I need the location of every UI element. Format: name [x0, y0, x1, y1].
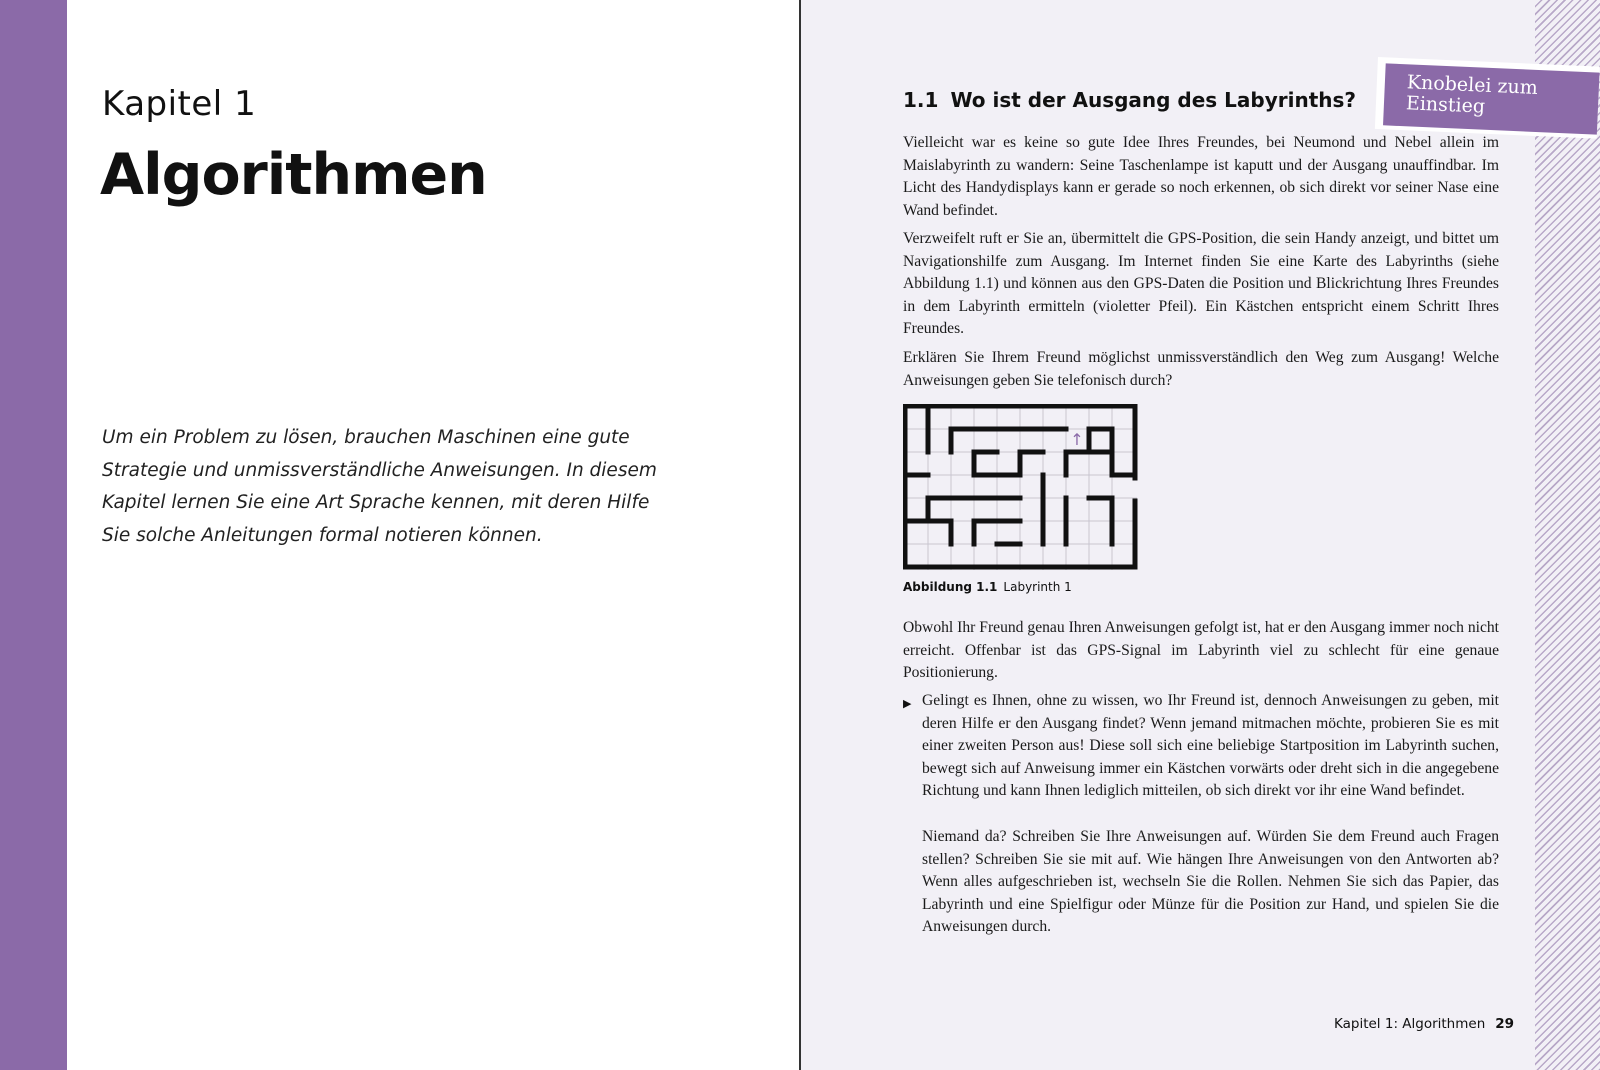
chapter-label: Kapitel 1	[102, 84, 257, 124]
figure-label: Abbildung 1.1	[903, 580, 998, 594]
badge-label	[1383, 63, 1600, 134]
footer-chapter: Kapitel 1: Algorithmen	[1334, 1016, 1486, 1032]
section-title: Wo ist der Ausgang des Labyrinths?	[950, 88, 1357, 112]
figure-caption	[903, 580, 1072, 594]
chapter-title: Algorithmen	[100, 142, 487, 208]
paragraph-3: Erklären Sie Ihrem Freund möglichst unmissverständlich den Weg zum Ausgang! Welche Anweisungen geben Sie telefonisch durch?	[903, 349, 1499, 389]
running-footer	[1334, 1016, 1514, 1032]
page-number: 29	[1495, 1016, 1515, 1032]
badge-line-2: Einstieg	[1405, 92, 1486, 118]
section-badge	[1375, 57, 1600, 139]
friend-position-arrow: ↑	[1070, 430, 1084, 449]
margin-hatch	[1535, 0, 1600, 1070]
badge-line-1: Knobelei zum	[1406, 71, 1539, 99]
section-number: 1.1	[903, 88, 939, 112]
chapter-intro: Um ein Problem zu lösen, brauchen Maschinen eine gute Strategie und unmissverständliche Anweisungen. In diesem Kapitel lernen Sie eine Art Sprache kennen, mit deren Hilfe Sie solche Anleitungen formal notieren können.	[102, 427, 657, 546]
paragraph-2: Verzweifelt ruft er Sie an, übermittelt die GPS-Position, die sein Handy anzeigt, und bittet um Navigationshilfe zum Ausgang. Im Internet finden Sie eine Karte des Labyrinths (siehe Abbildung 1.1) und können aus den GPS-Daten die Position und Blickrichtung Ihres Freundes in dem Labyrinth ermitteln (violetter Pfeil). Ein Kästchen entspricht einem Schritt Ihres Freundes.	[903, 230, 1499, 337]
left-accent-bar	[0, 0, 67, 1070]
bullet-item: Gelingt es Ihnen, ohne zu wissen, wo Ihr Freund ist, dennoch Anweisungen zu geben, mit deren Hilfe er den Ausgang findet? Wenn jemand mitmachen möchte, probieren Sie es mit einer zweiten Person aus! Diese soll sich eine beliebige Startposition im Labyrinth suchen, bewegt sich auf Anweisung immer ein Kästchen vorwärts oder dreht sich in die angegebene Richtung und kann Ihnen lediglich mitteilen, ob sich direkt vor ihr eine Wand befindet.	[922, 692, 1499, 799]
section-heading	[903, 88, 1356, 112]
paragraph-4: Obwohl Ihr Freund genau Ihren Anweisungen gefolgt ist, hat er den Ausgang immer noch nicht erreicht. Offenbar ist das GPS-Signal im Labyrinth viel zu schlecht für eine genaue Positionierung.	[903, 619, 1499, 681]
paragraph-1: Vielleicht war es keine so gute Idee Ihres Freundes, bei Neumond und Nebel allein im Maislabyrinth zu wandern: Seine Taschenlampe ist kaputt und der Ausgang unauffindbar. Im Licht des Handydisplays kann er gerade so noch erkennen, ob sich direkt vor seiner Nase eine Wand befindet.	[903, 134, 1499, 219]
figure-caption-text: Labyrinth 1	[1003, 580, 1072, 594]
maze-figure	[903, 404, 1143, 574]
bullet-triangle-icon: ▶	[903, 697, 912, 710]
bullet-followup: Niemand da? Schreiben Sie Ihre Anweisungen auf. Würden Sie dem Freund auch Fragen stellen? Schreiben Sie sie mit auf. Wie hängen Ihre Anweisungen von den Antworten ab? Wenn alles aufgeschrieben ist, wechseln Sie die Rollen. Nehmen Sie sich das Papier, das Labyrinth und eine Spielfigur oder Münze für die Position zur Hand, und spielen Sie die Anweisungen durch.	[922, 828, 1499, 935]
